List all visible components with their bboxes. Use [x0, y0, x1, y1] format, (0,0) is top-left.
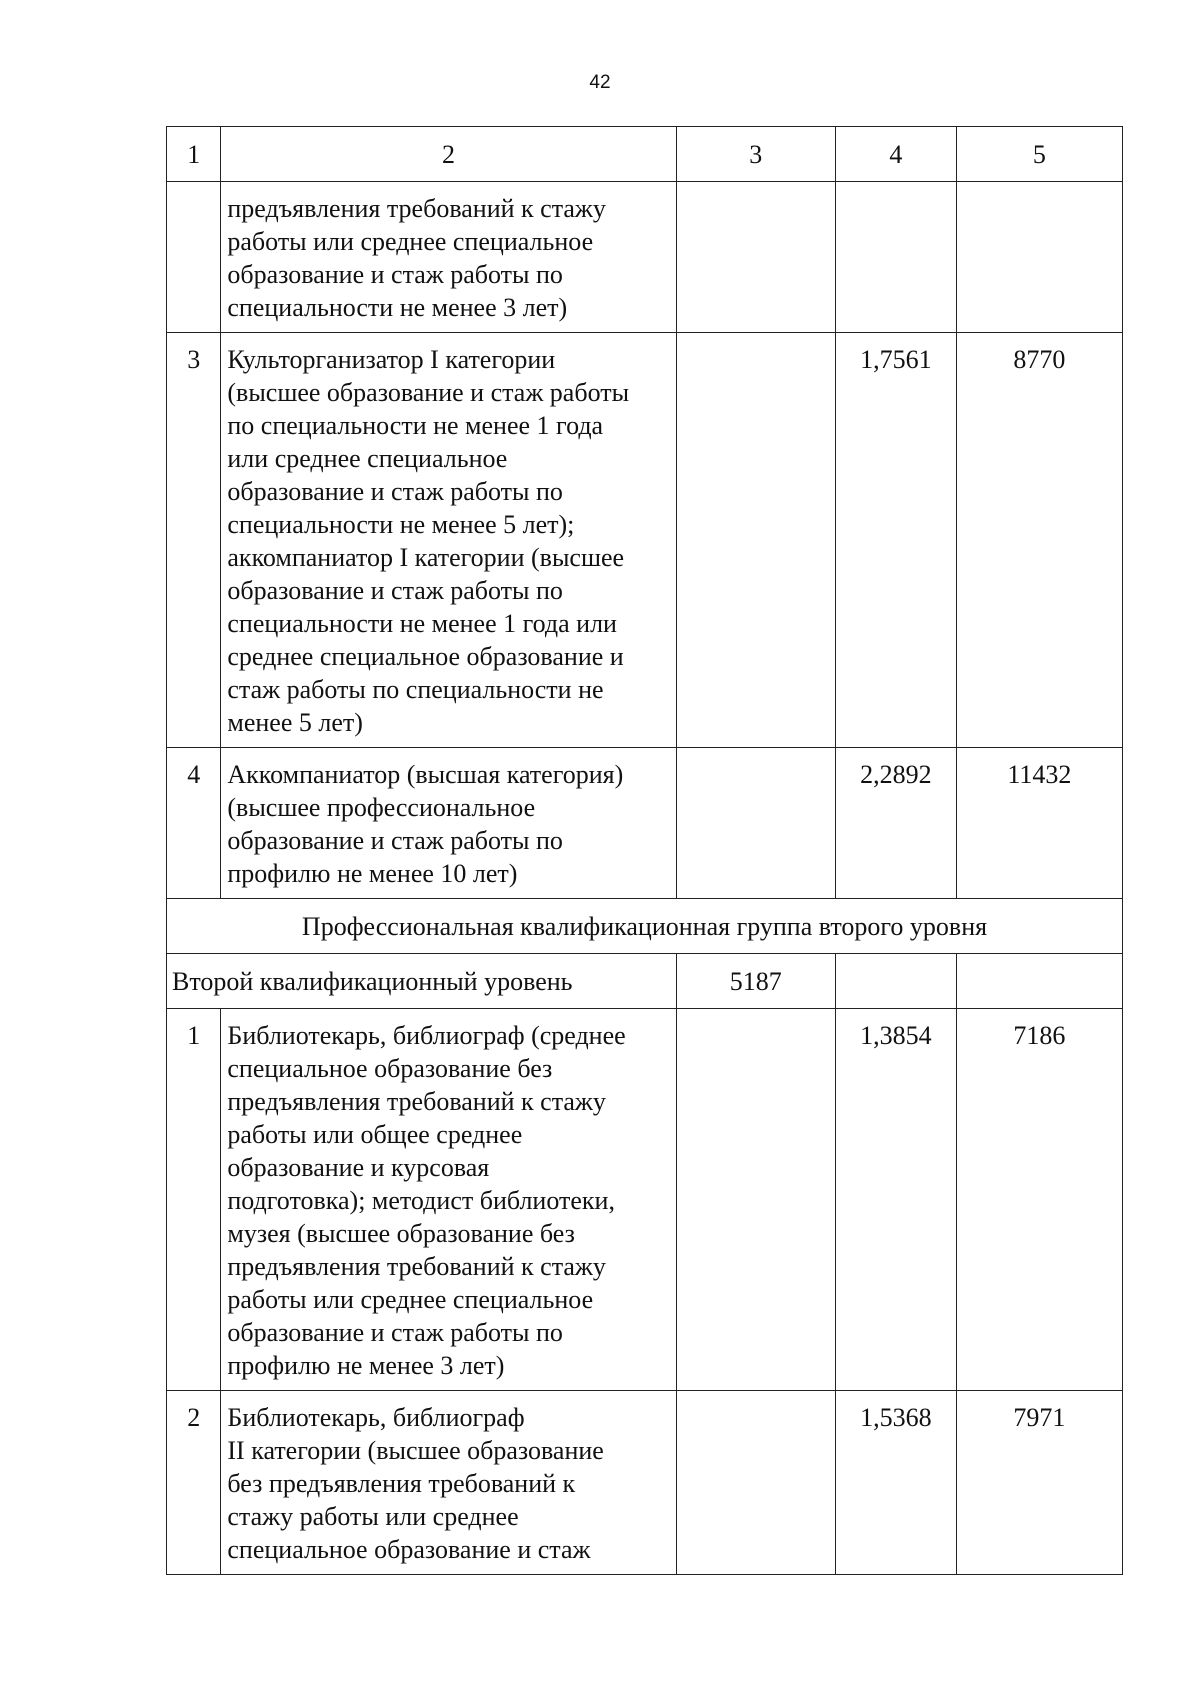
value-col5: 7186 [956, 1009, 1122, 1391]
table-row [167, 1009, 1123, 1391]
position-description [221, 1391, 676, 1575]
value-col4: 1,5368 [835, 1391, 956, 1575]
qualification-level-label: Второй квалификационный уровень [167, 954, 677, 1009]
description-line: профилю не менее 10 лет) [227, 859, 518, 888]
empty-cell [956, 954, 1122, 1009]
description-line: подготовка); методист библиотеки, [227, 1186, 615, 1215]
description-line: среднее специальное образование и [227, 642, 624, 671]
table-row [167, 1391, 1123, 1575]
description-line: стажу работы или среднее [227, 1502, 519, 1531]
description-line: профилю не менее 3 лет) [227, 1351, 505, 1380]
description-line: по специальности не менее 1 года [227, 411, 604, 440]
row-number: 4 [167, 748, 221, 899]
value-col4: 1,3854 [835, 1009, 956, 1391]
description-line: специальное образование и стаж [227, 1535, 591, 1564]
header-cell-4: 4 [835, 127, 956, 182]
description-line: образование и стаж работы по [227, 576, 563, 605]
value-col5: 7971 [956, 1391, 1122, 1575]
description-line: специальности не менее 5 лет); [227, 510, 575, 539]
description-line: или среднее специальное [227, 444, 508, 473]
value-col3 [676, 748, 835, 899]
header-cell-1: 1 [167, 127, 221, 182]
description-line: стаж работы по специальности не [227, 675, 604, 704]
description-line: Библиотекарь, библиограф (среднее [227, 1021, 626, 1050]
description-line: образование и стаж работы по [227, 477, 563, 506]
description-line: Аккомпаниатор (высшая категория) [227, 760, 624, 789]
value-col4: 2,2892 [835, 748, 956, 899]
group-title-row [167, 899, 1123, 954]
value-col3 [676, 333, 835, 748]
table-row [167, 748, 1123, 899]
row-number [167, 182, 221, 333]
qualification-level-value: 5187 [676, 954, 835, 1009]
description-line: предъявления требований к стажу [227, 1252, 606, 1281]
position-description [221, 182, 676, 333]
description-line: образование и курсовая [227, 1153, 490, 1182]
row-number: 3 [167, 333, 221, 748]
value-col4 [835, 182, 956, 333]
description-line: образование и стаж работы по [227, 260, 563, 289]
description-line: (высшее образование и стаж работы [227, 378, 630, 407]
table-row [167, 182, 1123, 333]
value-col5: 11432 [956, 748, 1122, 899]
value-col3 [676, 182, 835, 333]
salary-table [166, 126, 1123, 1575]
description-line: без предъявления требований к [227, 1469, 576, 1498]
qualification-level-row [167, 954, 1123, 1009]
description-line: Культорганизатор I категории [227, 345, 556, 374]
header-cell-5: 5 [956, 127, 1122, 182]
table-row [167, 333, 1123, 748]
value-col5: 8770 [956, 333, 1122, 748]
row-number: 1 [167, 1009, 221, 1391]
page-number: 42 [589, 72, 611, 93]
header-cell-3: 3 [676, 127, 835, 182]
description-line: специальности не менее 1 года или [227, 609, 617, 638]
description-line: II категории (высшее образование [227, 1436, 604, 1465]
description-line: предъявления требований к стажу [227, 1087, 606, 1116]
description-line: работы или общее среднее [227, 1120, 523, 1149]
value-col5 [956, 182, 1122, 333]
description-line: (высшее профессиональное [227, 793, 536, 822]
position-description [221, 333, 676, 748]
description-line: предъявления требований к стажу [227, 194, 606, 223]
value-col3 [676, 1391, 835, 1575]
description-line: менее 5 лет) [227, 708, 363, 737]
empty-cell [835, 954, 956, 1009]
value-col3 [676, 1009, 835, 1391]
description-line: работы или среднее специальное [227, 227, 594, 256]
description-line: Библиотекарь, библиограф [227, 1403, 525, 1432]
description-line: специальности не менее 3 лет) [227, 293, 568, 322]
description-line: специальное образование без [227, 1054, 553, 1083]
table-header-row [167, 127, 1123, 182]
description-line: образование и стаж работы по [227, 826, 563, 855]
description-line: аккомпаниатор I категории (высшее [227, 543, 625, 572]
position-description [221, 1009, 676, 1391]
header-cell-2: 2 [221, 127, 676, 182]
description-line: работы или среднее специальное [227, 1285, 594, 1314]
description-line: музея (высшее образование без [227, 1219, 575, 1248]
position-description [221, 748, 676, 899]
group-title: Профессиональная квалификационная группа второго уровня [167, 899, 1123, 954]
row-number: 2 [167, 1391, 221, 1575]
value-col4: 1,7561 [835, 333, 956, 748]
description-line: образование и стаж работы по [227, 1318, 563, 1347]
